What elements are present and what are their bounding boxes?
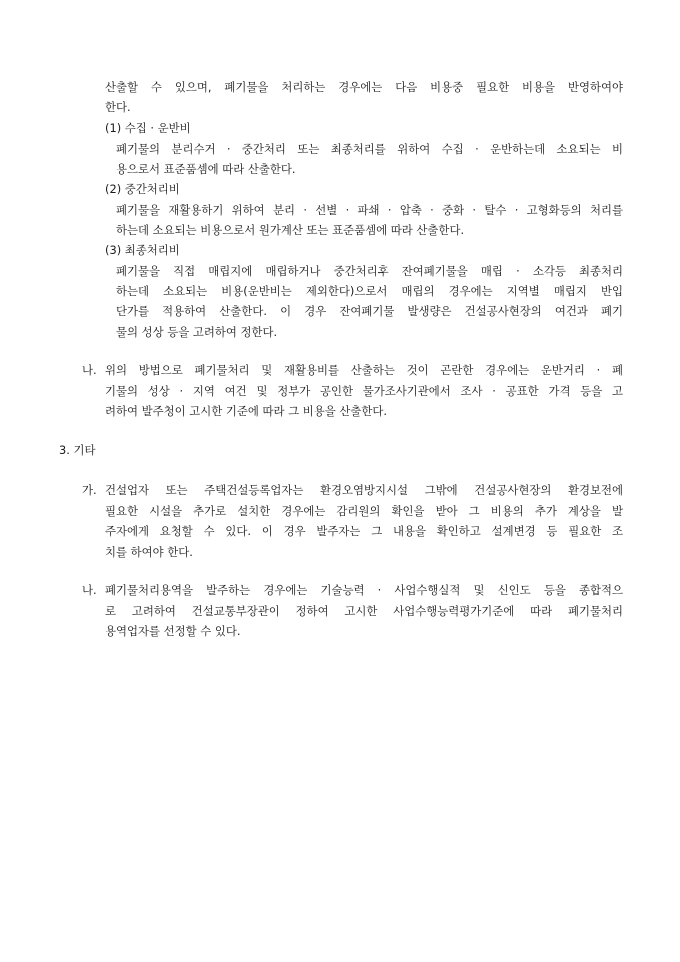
section-3-na-line-1: 폐기물처리용역을 발주하는 경우에는 기술능력 · 사업수행실적 및 신인도 등을 종합적으: [105, 583, 623, 597]
item-2-heading: (2) 중간처리비: [105, 182, 180, 196]
section-3-ga-line-1: 건설업자 또는 주택건설등록업자는 환경오염방지시설 그밖에 건설공사현장의 환경보전에: [105, 483, 623, 497]
item-3-line-4: 물의 성상 등을 고려하여 정한다.: [116, 325, 278, 339]
section-3-ga-marker: 가.: [82, 483, 97, 497]
section-na-line-3: 려하여 발주청이 고시한 기준에 따라 그 비용을 산출한다.: [105, 404, 388, 418]
item-1-line-2: 용으로서 표준품셈에 따라 산출한다.: [116, 162, 296, 176]
section-na-marker: 나.: [82, 363, 97, 377]
intro-line-1: 산출할 수 있으며, 폐기물을 처리하는 경우에는 다음 비용중 필요한 비용을 반영하여야: [105, 80, 623, 94]
item-3-line-1: 폐기물을 직접 매립지에 매립하거나 중간처리후 잔여폐기물을 매립 · 소각등 최종처리: [116, 264, 623, 278]
item-3-heading: (3) 최종처리비: [105, 243, 180, 257]
section-3-heading: 3. 기타: [59, 443, 96, 457]
section-3-ga-line-3: 주자에게 요청할 수 있다. 이 경우 발주자는 그 내용을 확인하고 설계변경 등 필요한 조: [105, 524, 623, 538]
item-3-line-3: 단가를 적용하여 산출한다. 이 경우 잔여폐기물 발생량은 건설공사현장의 여건과 폐기: [116, 304, 623, 318]
section-na-line-1: 위의 방법으로 폐기물처리 및 재활용비를 산출하는 것이 곤란한 경우에는 운반거리 · 폐: [105, 363, 623, 377]
intro-line-2: 한다.: [105, 100, 131, 114]
item-1-line-1: 폐기물의 분리수거 · 중간처리 또는 최종처리를 위하여 수집 · 운반하는데 소요되는 비: [116, 142, 623, 156]
section-3-na-line-3: 용역업자를 선정할 수 있다.: [105, 624, 241, 638]
section-3-ga-line-2: 필요한 시설을 추가로 설치한 경우에는 감리원의 확인을 받아 그 비용의 추가 계상을 발: [105, 504, 623, 518]
item-2-line-2: 하는데 소요되는 비용으로서 원가계산 또는 표준품셈에 따라 산출한다.: [116, 223, 465, 237]
section-3-na-line-2: 로 고려하여 건설교통부장관이 정하여 고시한 사업수행능력평가기준에 따라 폐기물처리: [105, 604, 623, 618]
item-3-line-2: 하는데 소요되는 비용(운반비는 제외한다)으로서 매립의 경우에는 지역별 매립지 반입: [116, 284, 623, 298]
section-3-na-marker: 나.: [82, 583, 97, 597]
item-1-heading: (1) 수집 · 운반비: [105, 121, 191, 135]
section-na-line-2: 기물의 성상 · 지역 여건 및 정부가 공인한 물가조사기관에서 조사 · 공표한 가격 등을 고: [105, 384, 623, 398]
item-2-line-1: 폐기물을 재활용하기 위하여 분리 · 선별 · 파쇄 · 압축 · 중화 · 탈수 · 고형화등의 처리를: [116, 203, 623, 217]
section-3-ga-line-4: 치를 하여야 한다.: [105, 545, 193, 559]
